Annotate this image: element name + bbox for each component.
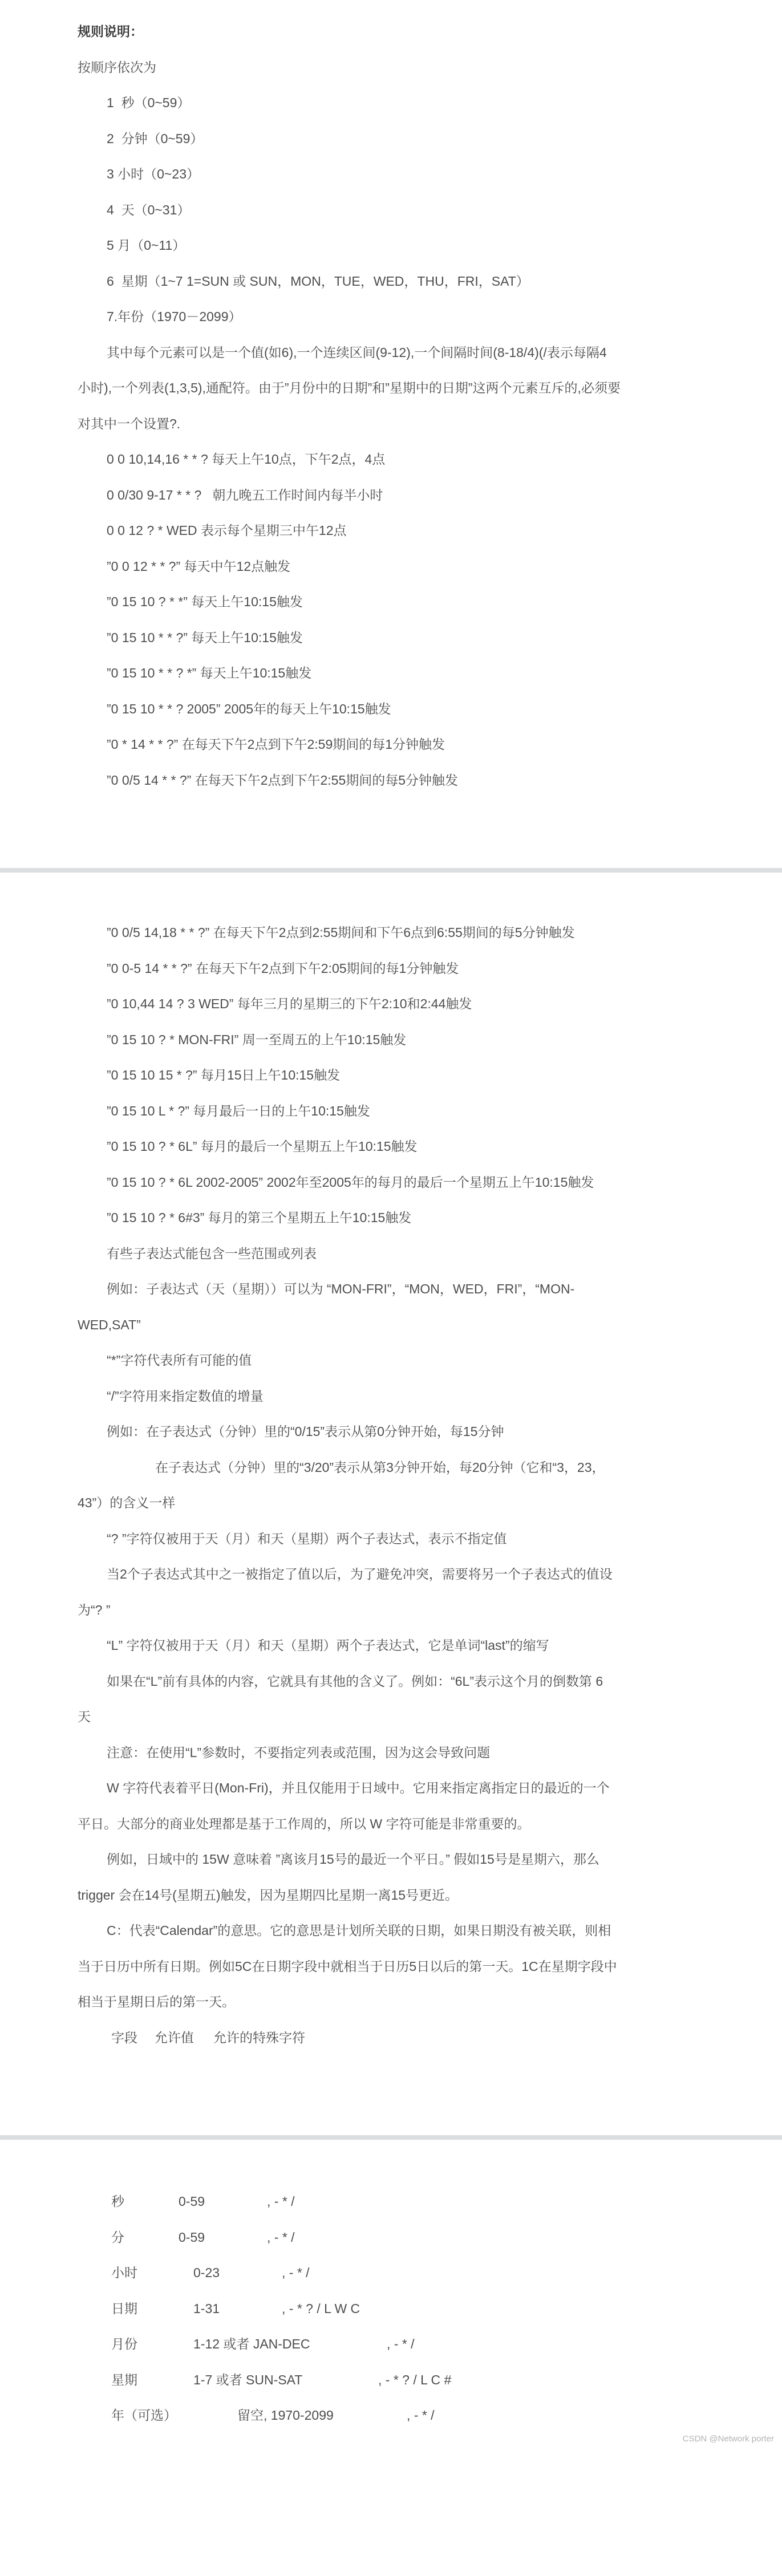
- text-line: 例如，日域中的 15W 意味着 ”离该月15号的最近一个平日。” 假如15号是星期六，那么: [107, 1852, 599, 1867]
- example-line: ”0 * 14 * * ?” 在每天下午2点到下午2:59期间的每1分钟触发: [107, 737, 445, 752]
- example-line: ”0 15 10 15 * ?” 每月15日上午10:15触发: [107, 1068, 341, 1082]
- text-line: W 字符代表着平日(Mon-Fri)，并且仅能用于日域中。它用来指定离指定日的最近的一个: [107, 1780, 610, 1795]
- example-line: 0 0 10,14,16 * * ? 每天上午10点，下午2点，4点: [107, 452, 386, 466]
- text-line: 当于日历中所有日期。例如5C在日期字段中就相当于日历5日以后的第一天。1C在星期字段中: [78, 1958, 617, 1974]
- field-item: 3 小时（0~23）: [107, 167, 200, 181]
- section-2: [0, 915, 782, 2055]
- text-line: 为“? ”: [78, 1602, 111, 1617]
- table-row: [0, 2255, 782, 2291]
- text-line: 有些子表达式能包含一些范围或列表: [107, 1246, 317, 1261]
- cell-special: , - * /: [282, 2265, 310, 2280]
- text-line: 天: [78, 1709, 91, 1724]
- text-line: C：代表“Calendar”的意思。它的意思是计划所关联的日期，如果日期没有被关联，则相: [107, 1923, 611, 1938]
- example-line: ”0 15 10 ? * 6#3” 每月的第三个星期五上午10:15触发: [107, 1210, 412, 1225]
- header-field: 字段: [111, 2030, 137, 2045]
- cell-values: 1-31: [193, 2301, 220, 2316]
- example-line: ”0 15 10 ? * 6L 2002-2005” 2002年至2005年的每月的最后一个星期五上午10:15触发: [107, 1174, 594, 1190]
- example-line: 0 0 12 ? * WED 表示每个星期三中午12点: [107, 523, 347, 538]
- table-row: [0, 2184, 782, 2220]
- text-line: “/”字符用来指定数值的增量: [107, 1388, 264, 1403]
- description-line: 对其中一个设置?.: [78, 416, 181, 431]
- cell-field: 星期: [111, 2372, 137, 2387]
- field-item: 1 秒（0~59）: [107, 95, 191, 110]
- field-item: 2 分钟（0~59）: [107, 131, 204, 146]
- text-line: 43”）的含义一样: [78, 1495, 176, 1510]
- field-item: 7.年份（1970－2099）: [107, 309, 242, 324]
- description-line: 小时),一个列表(1,3,5),通配符。由于”月份中的日期”和”星期中的日期”这两个元素互斥的,必须要: [78, 380, 621, 395]
- example-line: ”0 0 12 * * ?” 每天中午12点触发: [107, 558, 291, 574]
- example-line: 0 0/30 9-17 * * ? 朝九晚五工作时间内每半小时: [107, 487, 383, 502]
- example-line: ”0 15 10 ? * MON-FRI” 周一至周五的上午10:15触发: [107, 1032, 407, 1047]
- cell-field: 月份: [111, 2336, 137, 2351]
- example-line: ”0 15 10 ? * *” 每天上午10:15触发: [107, 594, 303, 609]
- header-special: 允许的特殊字符: [213, 2030, 305, 2045]
- table-row: [0, 2291, 782, 2327]
- cell-values: 0-23: [193, 2265, 220, 2280]
- text-line: 相当于星期日后的第一天。: [78, 1994, 235, 2009]
- table-row: [0, 2220, 782, 2255]
- example-line: ”0 15 10 * * ? 2005” 2005年的每天上午10:15触发: [107, 701, 391, 716]
- text-line: “? ”字符仅被用于天（月）和天（星期）两个子表达式，表示不指定值: [107, 1531, 507, 1546]
- example-line: ”0 15 10 ? * 6L” 每月的最后一个星期五上午10:15触发: [107, 1139, 418, 1154]
- description-line: 其中每个元素可以是一个值(如6),一个连续区间(9-12),一个间隔时间(8-18/4)(/表示每隔4: [107, 344, 607, 360]
- cell-field: 分: [111, 2229, 124, 2245]
- text-line: trigger 会在14号(星期五)触发，因为星期四比星期一离15号更近。: [78, 1887, 459, 1902]
- cell-special: , - * /: [387, 2336, 415, 2351]
- field-item: 6 星期（1~7 1=SUN 或 SUN，MON，TUE，WED，THU，FRI，SAT）: [107, 273, 529, 289]
- cell-field: 秒: [111, 2194, 124, 2209]
- example-line: ”0 0/5 14,18 * * ?” 在每天下午2点到2:55期间和下午6点到6:55期间的每5分钟触发: [107, 925, 575, 940]
- cell-special: , - * ? / L W C: [282, 2301, 360, 2316]
- text-line: 平日。大部分的商业处理都是基于工作周的，所以 W 字符可能是非常重要的。: [78, 1816, 530, 1831]
- cell-special: , - * ? / L C #: [378, 2372, 452, 2387]
- table-row: [0, 2362, 782, 2398]
- cell-field: 年（可选）: [111, 2408, 177, 2423]
- text-line: “L” 字符仅被用于天（月）和天（星期）两个子表达式，它是单词“last”的缩写: [107, 1638, 549, 1653]
- example-line: ”0 15 10 * * ? *” 每天上午10:15触发: [107, 666, 312, 680]
- text-line: 例如：在子表达式（分钟）里的“0/15”表示从第0分钟开始，每15分钟: [107, 1424, 504, 1439]
- cell-values: 0-59: [179, 2229, 205, 2245]
- cell-special: , - * /: [267, 2194, 295, 2209]
- cell-special: , - * /: [407, 2408, 435, 2423]
- text-line: 如果在“L”前有具体的内容，它就具有其他的含义了。例如：“6L”表示这个月的倒数第 6: [107, 1673, 603, 1689]
- text-line: WED,SAT”: [78, 1317, 141, 1332]
- table-header: [0, 2020, 782, 2056]
- cell-values: 0-59: [179, 2194, 205, 2209]
- example-line: ”0 10,44 14 ? 3 WED” 每年三月的星期三的下午2:10和2:44触发: [107, 996, 472, 1011]
- example-line: ”0 0/5 14 * * ?” 在每天下午2点到下午2:55期间的每5分钟触发: [107, 772, 459, 788]
- text-line: “*”字符代表所有可能的值: [107, 1353, 252, 1368]
- cell-values: 1-12 或者 JAN-DEC: [193, 2336, 310, 2351]
- text-line: 当2个子表达式其中之一被指定了值以后，为了避免冲突，需要将另一个子表达式的值设: [107, 1567, 613, 1581]
- table-row: [0, 2397, 782, 2433]
- cell-special: , - * /: [267, 2229, 295, 2245]
- section-divider: [0, 868, 782, 873]
- cell-field: 小时: [111, 2265, 137, 2280]
- example-line: ”0 15 10 * * ?” 每天上午10:15触发: [107, 630, 303, 645]
- cell-field: 日期: [111, 2301, 137, 2316]
- text-line: 在子表达式（分钟）里的“3/20”表示从第3分钟开始，每20分钟（它和“3，23，: [155, 1459, 605, 1475]
- fields-table: [0, 2184, 782, 2433]
- section-1: [0, 14, 782, 798]
- table-row: [0, 2326, 782, 2362]
- header-values: 允许值: [155, 2030, 194, 2045]
- field-item: 4 天（0~31）: [107, 202, 191, 217]
- text-line: 注意：在使用“L”参数时，不要指定列表或范围，因为这会导致问题: [107, 1745, 491, 1760]
- order-intro: 按顺序依次为: [78, 59, 156, 75]
- example-line: ”0 0-5 14 * * ?” 在每天下午2点到下午2:05期间的每1分钟触发: [107, 960, 459, 976]
- field-item: 5 月（0~11）: [107, 238, 186, 253]
- text-line: 例如：子表达式（天（星期））可以为 “MON-FRI”，“MON，WED，FRI”，“MON-: [107, 1281, 575, 1296]
- section-divider: [0, 2135, 782, 2140]
- cell-values: 1-7 或者 SUN-SAT: [193, 2372, 303, 2387]
- example-line: ”0 15 10 L * ?” 每月最后一日的上午10:15触发: [107, 1103, 370, 1118]
- rules-title: 规则说明：: [78, 24, 143, 39]
- watermark: CSDN @Network porter: [682, 2434, 774, 2444]
- cell-values: 留空, 1970-2099: [237, 2408, 334, 2423]
